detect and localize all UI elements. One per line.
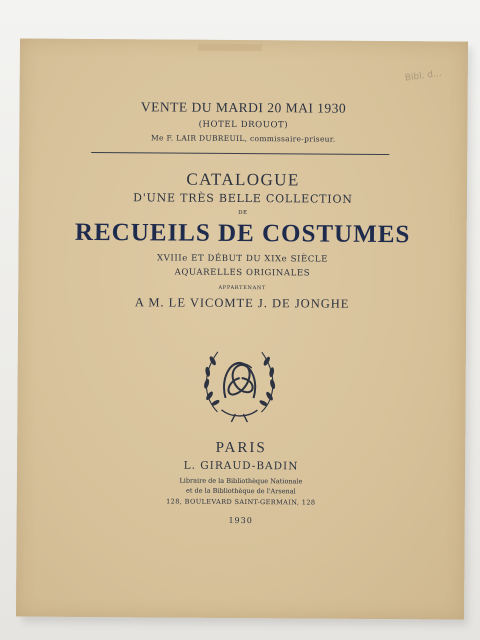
catalogue-heading: CATALOGUE xyxy=(186,169,300,190)
main-title: RECUEILS DE COSTUMES xyxy=(74,218,411,249)
publication-year: 1930 xyxy=(228,515,253,526)
belonging-text: APPARTENANT xyxy=(218,284,267,292)
publisher-name: L. GIRAUD-BADIN xyxy=(183,459,299,473)
century-text: XVIIIe ET DÉBUT DU XIXe SIÈCLE xyxy=(156,253,329,265)
collection-subheading: D'UNE TRÈS BELLE COLLECTION xyxy=(133,191,353,206)
bookseller-line-2: et de la Bibliothèque de l'Arsenal xyxy=(185,486,296,496)
preposition-text: DE xyxy=(238,209,248,217)
divider-rule xyxy=(91,152,389,155)
sale-date-heading: VENTE DU MARDI 20 MAI 1930 xyxy=(140,99,347,116)
pencil-annotation: Bibl. d... xyxy=(404,68,443,84)
bookseller-line-1: Libraire de la Bibliothèque Nationale xyxy=(179,476,303,486)
venue-text: (HOTEL DROUOT) xyxy=(198,119,289,131)
city-text: PARIS xyxy=(215,439,267,457)
owner-name: A M. LE VICOMTE J. DE JONGHE xyxy=(134,295,350,311)
sticker-remnant xyxy=(198,44,262,51)
auctioneer-text: Me F. LAIR DUBREUIL, commissaire-priseur. xyxy=(151,133,336,144)
publisher-address: 128, BOULEVARD SAINT-GERMAIN, 128 xyxy=(166,497,316,507)
watercolors-text: AQUARELLES ORIGINALES xyxy=(174,267,311,279)
catalogue-cover xyxy=(16,38,468,619)
laurel-monogram-icon xyxy=(195,338,284,427)
